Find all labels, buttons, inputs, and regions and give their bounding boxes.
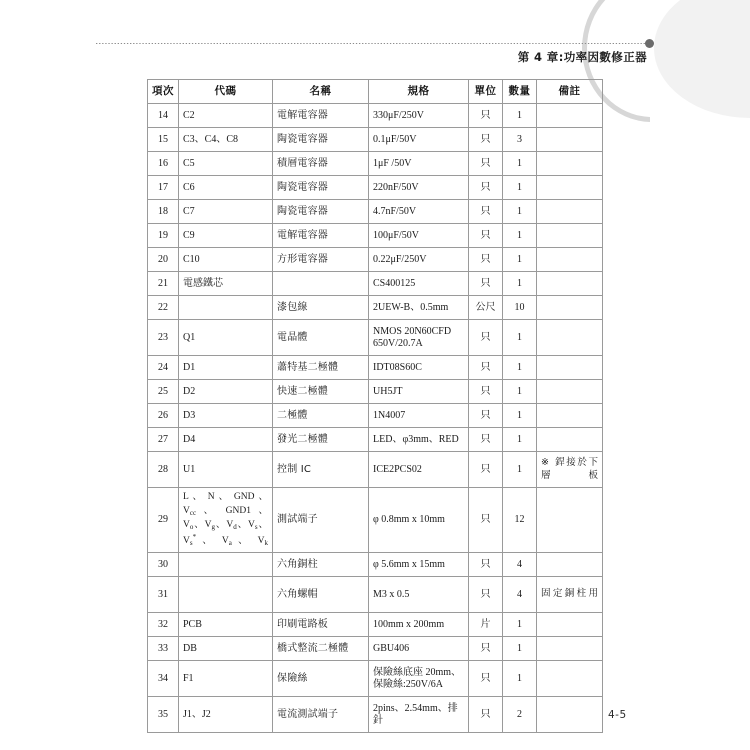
cell-item-number: 32 [148,613,179,637]
cell-name: 發光二極體 [273,428,369,452]
table-row [148,104,603,128]
cell-item-number: 14 [148,104,179,128]
cell-unit: 片 [469,613,503,637]
cell-code: 電感鐵芯 [179,272,273,296]
cell-unit: 只 [469,176,503,200]
cell-quantity: 3 [503,128,537,152]
cell-code: D4 [179,428,273,452]
cell-note [537,320,603,356]
cell-spec: 220nF/50V [369,176,469,200]
cell-code: DB [179,637,273,661]
cell-quantity: 1 [503,404,537,428]
cell-code: C10 [179,248,273,272]
cell-name: 快速二極體 [273,380,369,404]
cell-unit: 只 [469,661,503,697]
cell-unit: 只 [469,248,503,272]
cell-code: C6 [179,176,273,200]
cell-quantity: 1 [503,320,537,356]
cell-quantity: 1 [503,637,537,661]
cell-unit: 只 [469,553,503,577]
cell-name: 保險絲 [273,661,369,697]
cell-item-number: 24 [148,356,179,380]
table-row [148,320,603,356]
cell-code: C3、C4、C8 [179,128,273,152]
cell-item-number: 31 [148,577,179,613]
cell-note [537,296,603,320]
cell-quantity: 1 [503,176,537,200]
cell-name: 橋式整流二極體 [273,637,369,661]
table-row [148,224,603,248]
cell-spec: NMOS 20N60CFD 650V/20.7A [369,320,469,356]
cell-quantity: 1 [503,272,537,296]
cell-unit: 只 [469,128,503,152]
cell-unit: 只 [469,152,503,176]
cell-spec: 1μF /50V [369,152,469,176]
cell-spec: UH5JT [369,380,469,404]
cell-note [537,661,603,697]
cell-spec: 0.22μF/250V [369,248,469,272]
cell-name: 測試端子 [273,488,369,553]
cell-name: 印刷電路板 [273,613,369,637]
cell-unit: 只 [469,488,503,553]
cell-item-number: 35 [148,697,179,733]
chapter-title: 第 4 章:功率因數修正器 [517,50,647,64]
table-row [148,356,603,380]
cell-code: D3 [179,404,273,428]
cell-name: 陶瓷電容器 [273,128,369,152]
cell-name: 漆包線 [273,296,369,320]
cell-name: 電流測試端子 [273,697,369,733]
cell-note [537,404,603,428]
cell-spec: φ 0.8mm x 10mm [369,488,469,553]
cell-code: U1 [179,452,273,488]
cell-name: 方形電容器 [273,248,369,272]
cell-item-number: 28 [148,452,179,488]
cell-note [537,104,603,128]
cell-quantity: 1 [503,613,537,637]
cell-name: 二極體 [273,404,369,428]
cell-quantity: 1 [503,380,537,404]
cell-item-number: 22 [148,296,179,320]
page-header [0,0,750,78]
cell-item-number: 17 [148,176,179,200]
cell-code: J1、J2 [179,697,273,733]
cell-spec: 100mm x 200mm [369,613,469,637]
cell-spec: 100μF/50V [369,224,469,248]
cell-spec: 0.1μF/50V [369,128,469,152]
cell-code [179,553,273,577]
cell-item-number: 34 [148,661,179,697]
cell-item-number: 29 [148,488,179,553]
cell-spec: 330μF/250V [369,104,469,128]
cell-item-number: 23 [148,320,179,356]
cell-note [537,356,603,380]
table-row [148,553,603,577]
cell-item-number: 27 [148,428,179,452]
column-header-spec: 規格 [369,80,469,104]
page-number: 4-5 [608,709,627,721]
cell-quantity: 1 [503,104,537,128]
table-row [148,296,603,320]
column-header-name: 名稱 [273,80,369,104]
cell-name [273,272,369,296]
cell-quantity: 1 [503,152,537,176]
cell-code: Q1 [179,320,273,356]
parts-list-table [147,79,603,733]
cell-spec: M3 x 0.5 [369,577,469,613]
table-row [148,661,603,697]
cell-item-number: 26 [148,404,179,428]
cell-code: C5 [179,152,273,176]
cell-quantity: 4 [503,577,537,613]
table-row [148,637,603,661]
cell-note [537,176,603,200]
cell-quantity: 2 [503,697,537,733]
cell-code: PCB [179,613,273,637]
table-row [148,176,603,200]
cell-unit: 只 [469,320,503,356]
cell-unit: 只 [469,452,503,488]
table-row [148,428,603,452]
cell-code: L 、 N 、 GND 、 $V_{cc}$ 、 GND1 、 $V_o$、$V_g$、$V_d$、$V_s$、 $V_s^*$ 、 $V_a$ 、 $V_k$ [179,488,273,553]
cell-spec: φ 5.6mm x 15mm [369,553,469,577]
cell-note: ※ 銲接於下層板 [537,452,603,488]
cell-note [537,428,603,452]
cell-note [537,128,603,152]
cell-unit: 只 [469,577,503,613]
table-row [148,272,603,296]
cell-item-number: 18 [148,200,179,224]
cell-unit: 只 [469,404,503,428]
table-row [148,452,603,488]
cell-name: 積層電容器 [273,152,369,176]
cell-name: 六角銅柱 [273,553,369,577]
cell-item-number: 15 [148,128,179,152]
cell-name: 蕭特基二極體 [273,356,369,380]
cell-note [537,553,603,577]
cell-spec: 1N4007 [369,404,469,428]
cell-name: 陶瓷電容器 [273,200,369,224]
cell-code [179,296,273,320]
table-row [148,613,603,637]
cell-note [537,272,603,296]
table-row [148,380,603,404]
cell-name: 電解電容器 [273,224,369,248]
cell-spec: 保險絲底座 20mm、保險絲:250V/6A [369,661,469,697]
cell-note [537,224,603,248]
cell-note [537,637,603,661]
cell-note [537,380,603,404]
cell-code: F1 [179,661,273,697]
cell-unit: 只 [469,272,503,296]
cell-unit: 只 [469,200,503,224]
parts-table-body [148,104,603,733]
cell-code: C9 [179,224,273,248]
cell-note [537,248,603,272]
cell-note: 固定銅柱用 [537,577,603,613]
cell-name: 控制 IC [273,452,369,488]
cell-spec: IDT08S60C [369,356,469,380]
cell-unit: 只 [469,428,503,452]
cell-item-number: 33 [148,637,179,661]
table-row [148,152,603,176]
cell-code: C2 [179,104,273,128]
cell-note [537,200,603,224]
cell-item-number: 19 [148,224,179,248]
column-header-unit: 單位 [469,80,503,104]
column-header-note: 備註 [537,80,603,104]
table-row [148,697,603,733]
cell-quantity: 1 [503,200,537,224]
cell-spec: CS400125 [369,272,469,296]
cell-note [537,488,603,553]
cell-code: D2 [179,380,273,404]
cell-code: C7 [179,200,273,224]
cell-item-number: 16 [148,152,179,176]
cell-unit: 只 [469,380,503,404]
cell-item-number: 30 [148,553,179,577]
cell-name: 陶瓷電容器 [273,176,369,200]
cell-quantity: 10 [503,296,537,320]
column-header-code: 代碼 [179,80,273,104]
cell-item-number: 21 [148,272,179,296]
cell-unit: 只 [469,697,503,733]
cell-quantity: 1 [503,224,537,248]
cell-note [537,697,603,733]
cell-note [537,613,603,637]
cell-quantity: 1 [503,661,537,697]
cell-quantity: 1 [503,452,537,488]
table-row [148,488,603,553]
table-row [148,577,603,613]
header-lens-decoration-icon [654,0,750,118]
cell-unit: 公尺 [469,296,503,320]
cell-item-number: 20 [148,248,179,272]
table-row [148,404,603,428]
cell-unit: 只 [469,104,503,128]
cell-name: 電解電容器 [273,104,369,128]
cell-unit: 只 [469,224,503,248]
cell-code: D1 [179,356,273,380]
header-end-dot-icon [645,39,654,48]
cell-code [179,577,273,613]
cell-unit: 只 [469,637,503,661]
table-row [148,200,603,224]
cell-note [537,152,603,176]
cell-spec: LED、φ3mm、RED [369,428,469,452]
cell-quantity: 1 [503,428,537,452]
column-header-item: 項次 [148,80,179,104]
cell-quantity: 1 [503,248,537,272]
header-dotted-line [96,43,649,44]
cell-quantity: 12 [503,488,537,553]
cell-name: 電晶體 [273,320,369,356]
table-header-row [148,80,603,104]
cell-unit: 只 [469,356,503,380]
cell-quantity: 4 [503,553,537,577]
cell-spec: 2UEW-B、0.5mm [369,296,469,320]
cell-item-number: 25 [148,380,179,404]
table-row [148,248,603,272]
cell-spec: 2pins、2.54mm、排針 [369,697,469,733]
cell-spec: 4.7nF/50V [369,200,469,224]
cell-name: 六角螺帽 [273,577,369,613]
cell-quantity: 1 [503,356,537,380]
column-header-quantity: 數量 [503,80,537,104]
cell-spec: GBU406 [369,637,469,661]
cell-spec: ICE2PCS02 [369,452,469,488]
table-row [148,128,603,152]
